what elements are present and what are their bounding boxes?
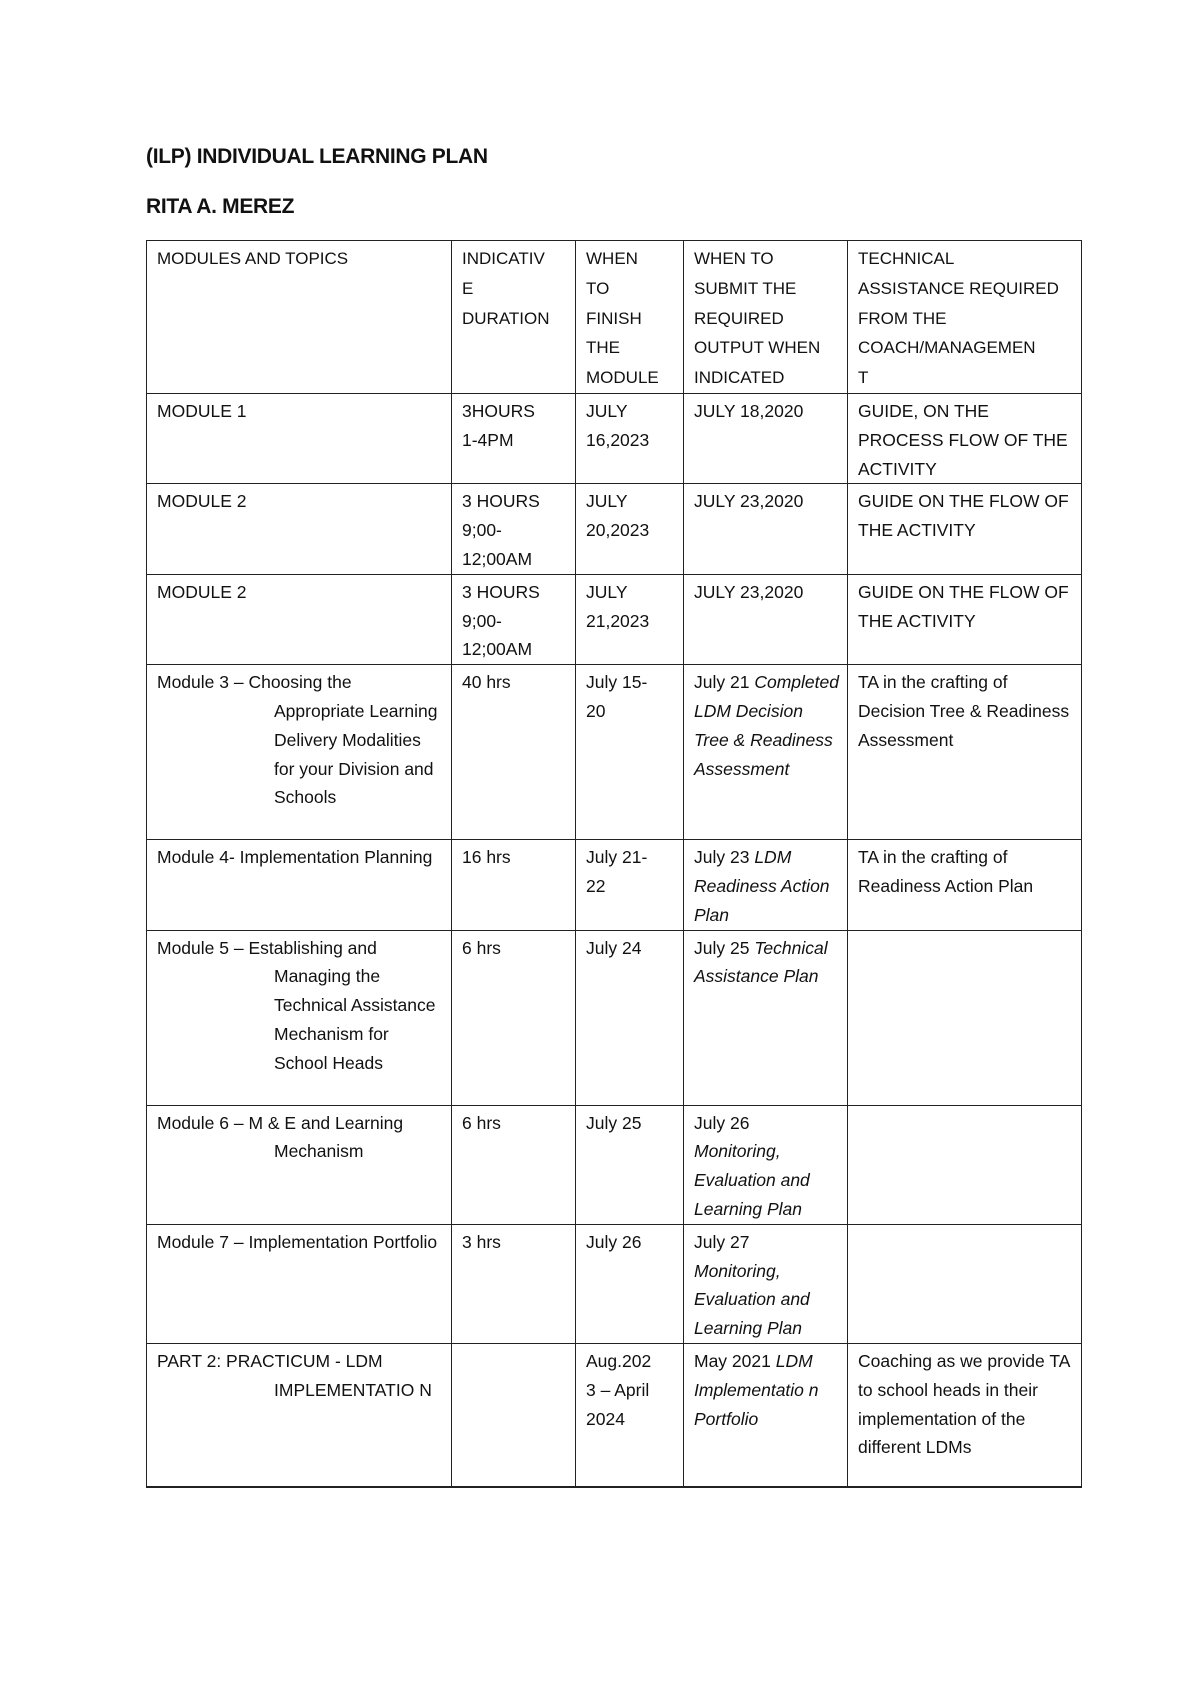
module-name: Module 6 – M & E and Learning Mechanism: [157, 1112, 404, 1162]
submit-cell: [684, 930, 848, 1105]
assistance-value: GUIDE ON THE FLOW OF THE ACTIVITY: [858, 581, 1069, 631]
module-name: MODULE 1: [157, 400, 247, 421]
submit-output: Completed LDM Decision Tree & Readiness Assessment: [694, 672, 839, 779]
submit-cell: [684, 665, 848, 840]
finish-value: July 25: [586, 1112, 642, 1133]
table-row: [147, 930, 1082, 1105]
duration-value: 3 HOURS 9;00- 12;00AM: [462, 581, 540, 660]
module-name: Module 3 – Choosing the Appropriate Learning Delivery Modalities for your Division and Schools: [157, 672, 438, 808]
finish-value: July 21- 22: [586, 847, 648, 896]
assistance-value: Coaching as we provide TA to school heads in their implementation of the different LDMs: [858, 1350, 1070, 1458]
duration-cell: [452, 1224, 576, 1343]
duration-value: 6 hrs: [462, 1112, 501, 1133]
assistance-value: TA in the crafting of Decision Tree & Readiness Assessment: [858, 672, 1070, 750]
module-name: MODULE 2: [157, 491, 247, 512]
duration-cell: [452, 665, 576, 840]
assistance-cell: [848, 484, 1082, 574]
submit-cell: [684, 484, 848, 574]
finish-value: JULY 21,2023: [586, 581, 650, 631]
module-cell: [147, 1105, 452, 1224]
finish-value: July 26: [586, 1231, 642, 1252]
finish-cell: [576, 665, 684, 840]
submit-date: JULY 23,2020: [694, 491, 804, 512]
finish-value: JULY 16,2023: [586, 400, 650, 450]
finish-cell: [576, 1343, 684, 1487]
submit-date: July 25: [694, 937, 750, 958]
submit-output: Monitoring, Evaluation and Learning Plan: [694, 1141, 810, 1219]
header-duration: [452, 241, 576, 394]
submit-cell: [684, 1105, 848, 1224]
submit-date: May 2021: [694, 1350, 771, 1371]
duration-value: 40 hrs: [462, 672, 511, 693]
submit-date: July 23: [694, 847, 750, 868]
header-modules: [147, 241, 452, 394]
submit-cell: [684, 574, 848, 664]
assistance-cell: [848, 930, 1082, 1105]
table-row: [147, 393, 1082, 483]
assistance-cell: [848, 1224, 1082, 1343]
header-submit-label: WHEN TO SUBMIT THE REQUIRED OUTPUT WHEN INDICATED: [694, 249, 821, 388]
table-row: [147, 1343, 1082, 1487]
duration-cell: [452, 393, 576, 483]
submit-date: JULY 23,2020: [694, 581, 804, 602]
assistance-cell: [848, 574, 1082, 664]
module-name: MODULE 2: [157, 581, 247, 602]
submit-output: LDM Implementatio n Portfolio: [694, 1350, 819, 1429]
finish-cell: [576, 574, 684, 664]
assistance-cell: [848, 1105, 1082, 1224]
submit-output: LDM Readiness Action Plan: [694, 847, 830, 925]
submit-date: JULY 18,2020: [694, 400, 804, 421]
learning-plan-table: [146, 240, 1082, 1488]
assistance-cell: [848, 393, 1082, 483]
module-cell: [147, 1224, 452, 1343]
duration-cell: [452, 484, 576, 574]
module-cell: [147, 484, 452, 574]
module-cell: [147, 1343, 452, 1487]
duration-value: 3 HOURS 9;00- 12;00AM: [462, 491, 540, 569]
header-assistance: [848, 241, 1082, 394]
finish-cell: [576, 484, 684, 574]
duration-cell: [452, 1105, 576, 1224]
finish-value: July 15- 20: [586, 672, 648, 721]
module-name: PART 2: PRACTICUM - LDM IMPLEMENTATIO N: [157, 1350, 432, 1400]
header-duration-label: INDICATIV E DURATION: [462, 249, 550, 328]
finish-value: JULY 20,2023: [586, 491, 650, 541]
duration-cell: [452, 574, 576, 664]
table-row: [147, 574, 1082, 664]
submit-cell: [684, 1224, 848, 1343]
module-cell: [147, 665, 452, 840]
duration-value: 3 hrs: [462, 1231, 501, 1252]
module-name: Module 4- Implementation Planning: [157, 847, 433, 868]
module-name: Module 5 – Establishing and Managing the Technical Assistance Mechanism for School Heads: [157, 937, 436, 1073]
submit-date: July 27: [694, 1231, 750, 1252]
submit-cell: [684, 1343, 848, 1487]
header-modules-label: MODULES AND TOPICS: [157, 249, 349, 268]
assistance-cell: [848, 840, 1082, 930]
module-cell: [147, 930, 452, 1105]
duration-value: 16 hrs: [462, 847, 511, 868]
table-header-row: [147, 241, 1082, 394]
module-cell: [147, 393, 452, 483]
finish-cell: [576, 840, 684, 930]
finish-cell: [576, 393, 684, 483]
assistance-value: TA in the crafting of Readiness Action Plan: [858, 847, 1034, 896]
duration-value: 3HOURS 1-4PM: [462, 400, 535, 450]
finish-cell: [576, 1224, 684, 1343]
document-author: RITA A. MEREZ: [146, 195, 295, 218]
header-finish: [576, 241, 684, 394]
finish-cell: [576, 1105, 684, 1224]
finish-value: July 24: [586, 937, 642, 958]
module-cell: [147, 840, 452, 930]
module-name: Module 7 – Implementation Portfolio: [157, 1231, 438, 1252]
header-assistance-label: TECHNICAL ASSISTANCE REQUIRED FROM THE COACH/MANAGEMEN T: [858, 249, 1059, 388]
duration-value: 6 hrs: [462, 937, 501, 958]
finish-cell: [576, 930, 684, 1105]
duration-cell: [452, 930, 576, 1105]
submit-date: July 21: [694, 672, 750, 693]
submit-cell: [684, 393, 848, 483]
table-row: [147, 1224, 1082, 1343]
header-submit: [684, 241, 848, 394]
duration-cell: [452, 1343, 576, 1487]
submit-output: Technical Assistance Plan: [694, 937, 828, 987]
submit-output: Monitoring, Evaluation and Learning Plan: [694, 1260, 810, 1339]
module-cell: [147, 574, 452, 664]
assistance-cell: [848, 665, 1082, 840]
finish-value: Aug.202 3 – April 2024: [586, 1350, 652, 1429]
document-title: (ILP) INDIVIDUAL LEARNING PLAN: [146, 145, 488, 168]
assistance-value: GUIDE ON THE FLOW OF THE ACTIVITY: [858, 491, 1069, 541]
submit-cell: [684, 840, 848, 930]
submit-date: July 26: [694, 1112, 750, 1133]
table-row: [147, 484, 1082, 574]
table-row: [147, 1105, 1082, 1224]
table-row: [147, 665, 1082, 840]
assistance-cell: [848, 1343, 1082, 1487]
table-row: [147, 840, 1082, 930]
header-finish-label: WHEN TO FINISH THE MODULE: [586, 249, 659, 388]
duration-cell: [452, 840, 576, 930]
assistance-value: GUIDE, ON THE PROCESS FLOW OF THE ACTIVITY: [858, 400, 1068, 479]
